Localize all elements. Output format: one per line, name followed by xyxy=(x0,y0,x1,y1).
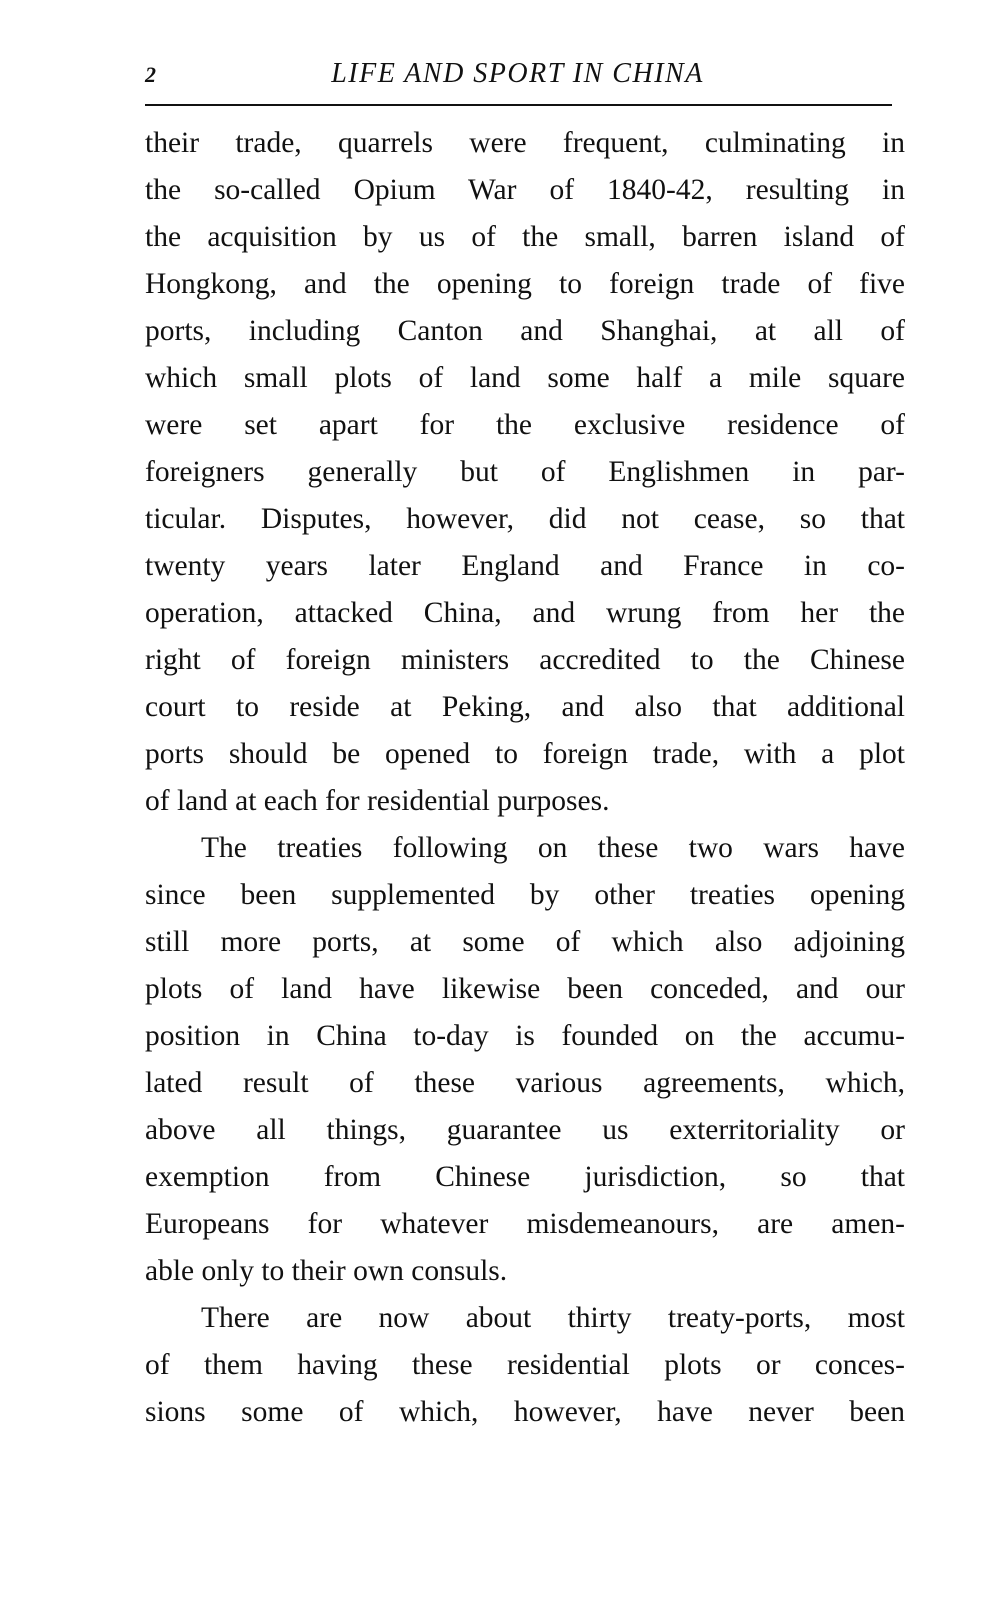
header-rule xyxy=(145,104,892,106)
text-line: still more ports, at some of which also adjoining xyxy=(145,926,905,958)
text-line: Hongkong, and the opening to foreign trade of five xyxy=(145,268,905,300)
text-line: lated result of these various agreements, which, xyxy=(145,1067,905,1099)
text-line: exemption from Chinese jurisdiction, so that xyxy=(145,1161,905,1193)
text-line: operation, attacked China, and wrung from her the xyxy=(145,597,905,629)
text-line: There are now about thirty treaty-ports, most xyxy=(201,1302,905,1334)
text-line: of them having these residential plots or conces- xyxy=(145,1349,905,1381)
text-line: of land at each for residential purposes. xyxy=(145,785,610,817)
text-line: right of foreign ministers accredited to the Chinese xyxy=(145,644,905,676)
text-line: were set apart for the exclusive residence of xyxy=(145,409,905,441)
text-line: above all things, guarantee us exterritoriality or xyxy=(145,1114,905,1146)
text-line: plots of land have likewise been conceded, and our xyxy=(145,973,905,1005)
text-line: twenty years later England and France in co- xyxy=(145,550,905,582)
body-text xyxy=(145,120,905,1436)
text-line: foreigners generally but of Englishmen in par- xyxy=(145,456,905,488)
paragraph-2 xyxy=(145,825,905,1295)
text-line: the so-called Opium War of 1840-42, resulting in xyxy=(145,174,905,206)
text-line: sions some of which, however, have never been xyxy=(145,1396,905,1428)
text-line: which small plots of land some half a mile square xyxy=(145,362,905,394)
text-line: ports should be opened to foreign trade, with a plot xyxy=(145,738,905,770)
paragraph-1 xyxy=(145,120,905,825)
text-line: ticular. Disputes, however, did not cease, so that xyxy=(145,503,905,535)
text-line: The treaties following on these two wars have xyxy=(201,832,905,864)
running-head xyxy=(145,58,890,98)
text-line: able only to their own consuls. xyxy=(145,1255,508,1287)
running-title: LIFE AND SPORT IN CHINA xyxy=(331,58,704,89)
text-line: Europeans for whatever misdemeanours, are amen- xyxy=(145,1208,905,1240)
paragraph-3 xyxy=(145,1295,905,1436)
text-line: court to reside at Peking, and also that additional xyxy=(145,691,905,723)
text-line: ports, including Canton and Shanghai, at all of xyxy=(145,315,905,347)
text-line: since been supplemented by other treaties opening xyxy=(145,879,905,911)
text-line: their trade, quarrels were frequent, culminating in xyxy=(145,127,905,159)
text-line: position in China to-day is founded on the accumu- xyxy=(145,1020,905,1052)
text-line: the acquisition by us of the small, barren island of xyxy=(145,221,905,253)
page-number: 2 xyxy=(145,62,156,87)
